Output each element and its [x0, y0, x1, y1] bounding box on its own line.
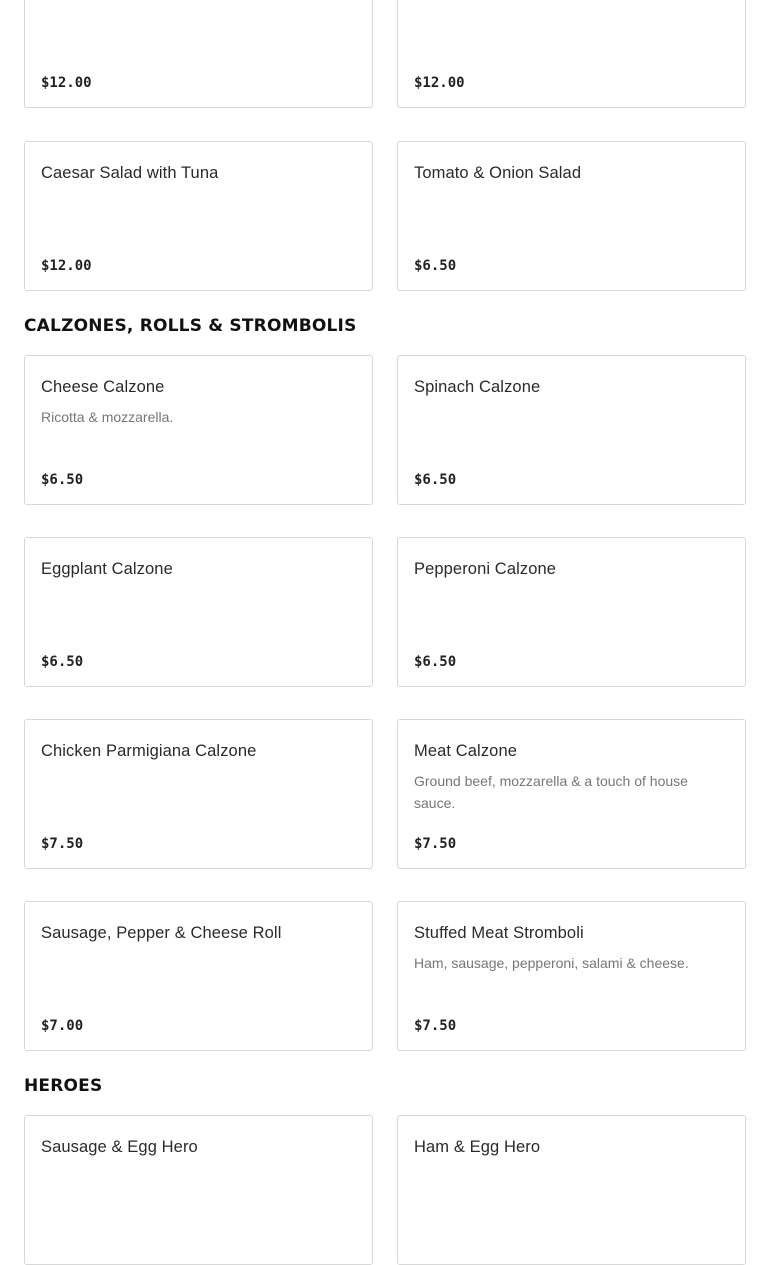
menu-item-card[interactable] [397, 719, 746, 869]
section-title-calzones: CALZONES, ROLLS & STROMBOLIS [24, 316, 357, 336]
item-name: Chicken Parmigiana Calzone [41, 742, 257, 760]
item-price: $12.00 [414, 75, 465, 91]
item-description: Ground beef, mozzarella & a touch of house sauce. [414, 773, 688, 811]
item-description: Ham, sausage, pepperoni, salami & cheese. [414, 955, 689, 971]
item-name: Pepperoni Calzone [414, 560, 557, 578]
menu-item-card[interactable] [397, 537, 746, 687]
item-price: $6.50 [414, 654, 457, 670]
item-price: $12.00 [41, 258, 92, 274]
item-name: Sausage & Egg Hero [41, 1138, 198, 1156]
item-name: Spinach Calzone [414, 378, 541, 396]
item-name: Caesar Salad with Tuna [41, 164, 219, 182]
item-price: $6.50 [41, 654, 84, 670]
item-name: Ham & Egg Hero [414, 1138, 541, 1156]
item-price: $6.50 [414, 472, 457, 488]
menu-item-card[interactable] [24, 141, 373, 291]
menu-item-card[interactable] [24, 355, 373, 505]
item-description: Ricotta & mozzarella. [41, 409, 174, 425]
item-name: Tomato & Onion Salad [414, 164, 582, 182]
menu-item-card[interactable] [24, 719, 373, 869]
item-price: $6.50 [414, 258, 457, 274]
item-name: Sausage, Pepper & Cheese Roll [41, 924, 282, 942]
menu-item-card[interactable] [24, 901, 373, 1051]
menu-item-card[interactable] [397, 901, 746, 1051]
menu-item-card[interactable] [397, 141, 746, 291]
item-name: Stuffed Meat Stromboli [414, 924, 584, 942]
item-price: $7.50 [41, 836, 84, 852]
menu-item-card[interactable] [24, 1115, 373, 1265]
menu-item-card[interactable] [397, 1115, 746, 1265]
item-price: $7.50 [414, 836, 457, 852]
section-title-heroes: HEROES [24, 1076, 103, 1096]
item-name: Eggplant Calzone [41, 560, 173, 578]
item-price: $7.50 [414, 1018, 457, 1034]
menu-item-card[interactable] [24, 537, 373, 687]
item-price: $12.00 [41, 75, 92, 91]
menu-item-card[interactable] [397, 0, 746, 108]
menu-item-card[interactable] [24, 0, 373, 108]
item-name: Meat Calzone [414, 742, 518, 760]
item-name: Cheese Calzone [41, 378, 165, 396]
item-price: $7.00 [41, 1018, 84, 1034]
menu-item-card[interactable] [397, 355, 746, 505]
item-price: $6.50 [41, 472, 84, 488]
